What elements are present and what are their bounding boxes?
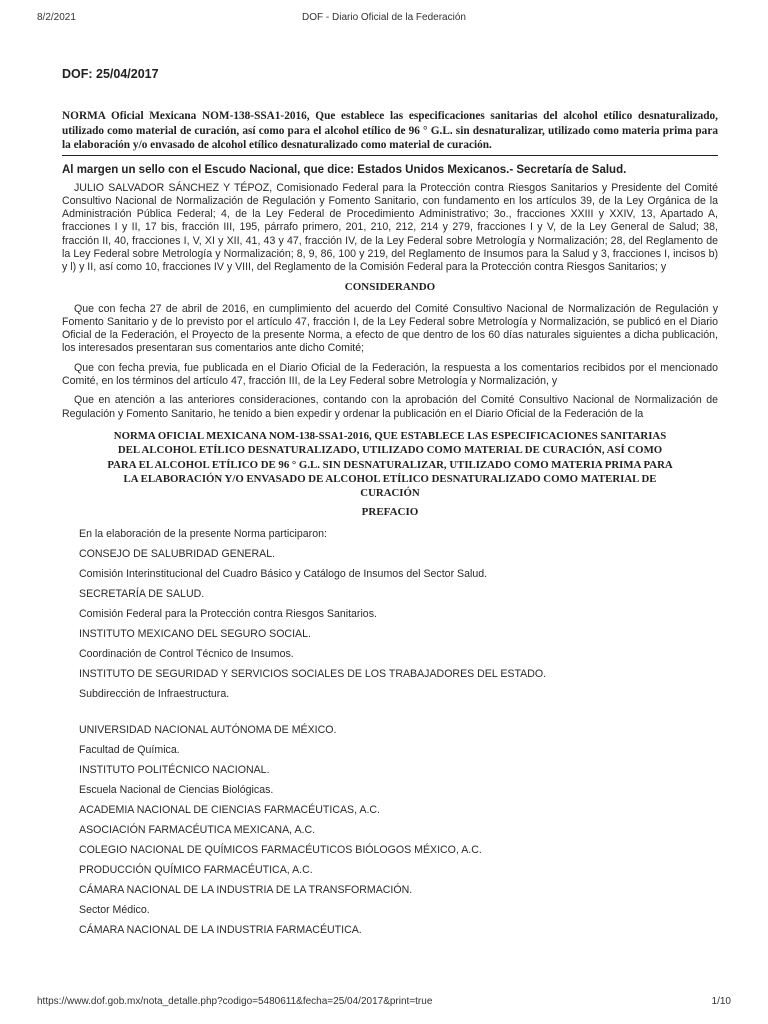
participant-item: ACADEMIA NACIONAL DE CIENCIAS FARMACÉUTICAS, A.C. [79,804,380,817]
document-body [62,60,718,944]
considerando-paragraph: Que con fecha 27 de abril de 2016, en cumplimiento del acuerdo del Comité Consultivo Nacional de Normalización de Regulación y Fomento Sanitario y de lo previsto por el artículo 47, fracción I, de la Ley Federal sobre Metrología y Normalización, se publicó en el Diario Oficial de la Federación, el Proyecto de la presente Norma, a efecto de que dentro de los 60 días naturales siguientes a dicha publicación, los interesados presentaran sus comentarios ante dicho Comité; [62,302,718,355]
participant-item: CONSEJO DE SALUBRIDAD GENERAL. [79,548,276,561]
page-indicator: 1/10 [711,996,731,1007]
norma-title: NORMA Oficial Mexicana NOM-138-SSA1-2016, Que establece las especificaciones sanitarias del alcohol etílico desnaturalizado, utilizado como material de curación, así como para el alcohol etílico de 96 ° G.L. sin desnaturalizar, utilizado como materia prima para la elaboración y/o envasado de alcohol etílico desnaturalizado como material de curación. [62,109,718,156]
considerando-paragraph: Que con fecha previa, fue publicada en el Diario Oficial de la Federación, la respuesta a los comentarios recibidos por el mencionado Comité, en los términos del artículo 47, fracción III, de la Ley Federal sobre Metrología y Normalización, y [62,361,718,388]
participant-item: COLEGIO NACIONAL DE QUÍMICOS FARMACÉUTICOS BIÓLOGOS MÉXICO, A.C. [79,844,482,857]
print-footer [37,996,731,1012]
dof-date: DOF: 25/04/2017 [62,67,159,81]
print-date: 8/2/2021 [37,12,76,23]
participant-item: INSTITUTO MEXICANO DEL SEGURO SOCIAL. [79,628,311,641]
participants-list [62,528,718,937]
print-page-title: DOF - Diario Oficial de la Federación [302,12,466,23]
participant-item: UNIVERSIDAD NACIONAL AUTÓNOMA DE MÉXICO. [79,724,337,737]
considerando-heading: CONSIDERANDO [344,280,436,293]
print-header [37,12,731,28]
participant-item: PRODUCCIÓN QUÍMICO FARMACÉUTICA, A.C. [79,864,313,877]
participant-item: Subdirección de Infraestructura. [79,688,230,701]
participant-item: CÁMARA NACIONAL DE LA INDUSTRIA DE LA TRANSFORMACIÓN. [79,884,413,897]
list-spacer [62,708,718,724]
participant-item: ASOCIACIÓN FARMACÉUTICA MEXICANA, A.C. [79,824,316,837]
participant-item: Facultad de Química. [79,744,180,757]
participant-item: INSTITUTO DE SEGURIDAD Y SERVICIOS SOCIALES DE LOS TRABAJADORES DEL ESTADO. [79,668,547,681]
considerando-paragraph: Que en atención a las anteriores consideraciones, contando con la aprobación del Comité Consultivo Nacional de Normalización de Regulación y Fomento Sanitario, he tenido a bien expedir y ordenar la publicación en el Diario Oficial de la Federación de la [62,394,718,420]
prefacio-heading: PREFACIO [361,506,419,519]
participant-item: Comisión Interinstitucional del Cuadro Básico y Catálogo de Insumos del Sector Salud. [79,568,488,581]
participant-item: INSTITUTO POLITÉCNICO NACIONAL. [79,764,270,777]
print-url: https://www.dof.gob.mx/nota_detalle.php?codigo=5480611&fecha=25/04/2017&print=true [37,996,433,1007]
participant-item: CÁMARA NACIONAL DE LA INDUSTRIA FARMACÉUTICA. [79,924,362,937]
participant-item: Comisión Federal para la Protección contra Riesgos Sanitarios. [79,608,377,621]
intro-paragraph: JULIO SALVADOR SÁNCHEZ Y TÉPOZ, Comisionado Federal para la Protección contra Riesgos Sanitarios y Presidente del Comité Consultivo Nacional de Normalización de Regulación y Fomento Sanitario, con fundamento en los artículos 39, de la Ley Orgánica de la Administración Pública Federal; 4, de la Ley Federal de Procedimiento Administrativo; 3o., fracciones XXIII y XXIV, 13, Apartado A, fracciones I y II, 17 bis, fracción III, 195, párrafo primero, 201, 210, 212, 214 y 279, fracciones I y V, de la Ley General de Salud; 38, fracción II, 40, fracciones I, V, XI y XII, 41, 43 y 47, fracción IV, de la Ley Federal sobre Metrología y Normalización; 28, del Reglamento de la Ley Federal sobre Metrología y Normalización; 8, 9, 86, 100 y 219, del Reglamento de Insumos para la Salud y 3, fracciones I, incisos b) y l) y II, así como 10, fracciones IV y VIII, del Reglamento de la Comisión Federal para la Protección contra Riesgos Sanitarios; y [62,181,718,274]
participant-item: Escuela Nacional de Ciencias Biológicas. [79,784,274,797]
norma-caps-title: NORMA OFICIAL MEXICANA NOM-138-SSA1-2016, QUE ESTABLECE LAS ESPECIFICACIONES SANITARIAS DEL ALCOHOL ETÍLICO DESNATURALIZADO, UTILIZADO COMO MATERIAL DE CURACIÓN, ASÍ COMO PARA EL ALCOHOL ETÍLICO DE 96 ° G.L. SIN DESNATURALIZAR, UTILIZADO COMO MATERIA PRIMA PARA LA ELABORACIÓN Y/O ENVASADO DE ALCOHOL ETÍLICO DESNATURALIZADO COMO MATERIAL DE CURACIÓN [107,429,673,500]
participant-item: SECRETARÍA DE SALUD. [79,588,205,601]
participants-intro: En la elaboración de la presente Norma participaron: [79,528,327,541]
participant-item: Sector Médico. [79,904,150,917]
margin-note: Al margen un sello con el Escudo Nacional, que dice: Estados Unidos Mexicanos.- Secretaría de Salud. [62,163,627,176]
participant-item: Coordinación de Control Técnico de Insumos. [79,648,294,661]
